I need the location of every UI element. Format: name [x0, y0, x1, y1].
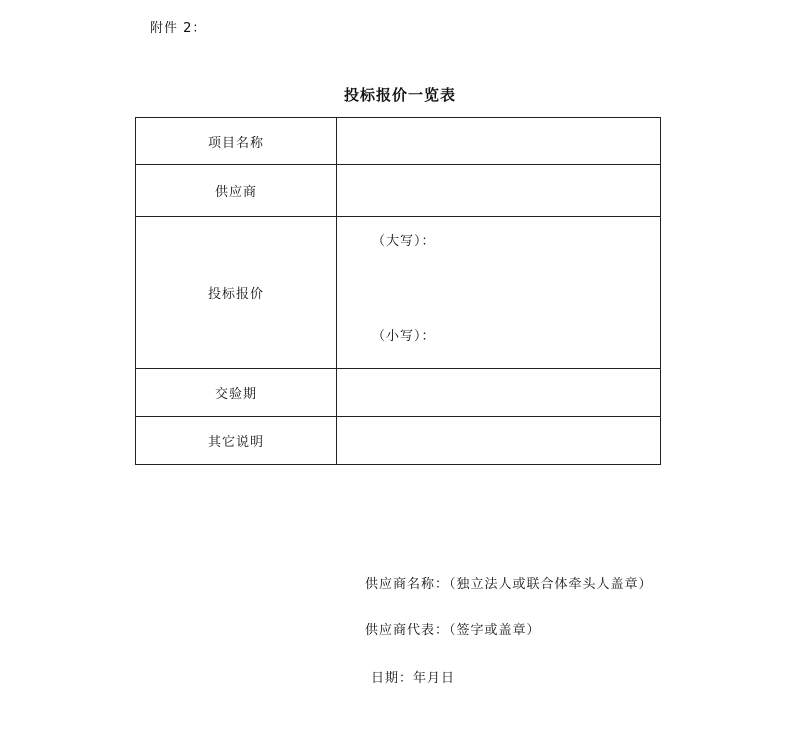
table-row-bid-price	[136, 217, 661, 369]
delivery-period-value	[337, 369, 661, 417]
page-title: 投标报价一览表	[343, 86, 456, 104]
other-notes-label: 其它说明	[136, 417, 337, 465]
date-line: 日期：年月日	[371, 671, 456, 686]
bid-quote-table	[135, 117, 661, 465]
table-row-project-name	[136, 118, 661, 165]
delivery-period-label: 交验期	[136, 369, 337, 417]
attachment-label: 附件 2：	[150, 21, 207, 36]
representative-signature-line: 供应商代表：（签字或盖章）	[365, 623, 541, 638]
supplier-label: 供应商	[136, 165, 337, 217]
supplier-value	[337, 165, 661, 217]
bid-price-value	[337, 217, 661, 369]
price-lowercase-label: （小写）：	[372, 329, 436, 344]
supplier-name-signature-line: 供应商名称：（独立法人或联合体牵头人盖章）	[365, 577, 653, 592]
project-name-value	[337, 118, 661, 165]
project-name-label: 项目名称	[136, 118, 337, 165]
other-notes-value	[337, 417, 661, 465]
table-row-supplier	[136, 165, 661, 217]
table-row-other-notes	[136, 417, 661, 465]
price-uppercase-label: （大写）：	[372, 234, 436, 249]
table-row-delivery-period	[136, 369, 661, 417]
bid-price-label: 投标报价	[136, 217, 337, 369]
